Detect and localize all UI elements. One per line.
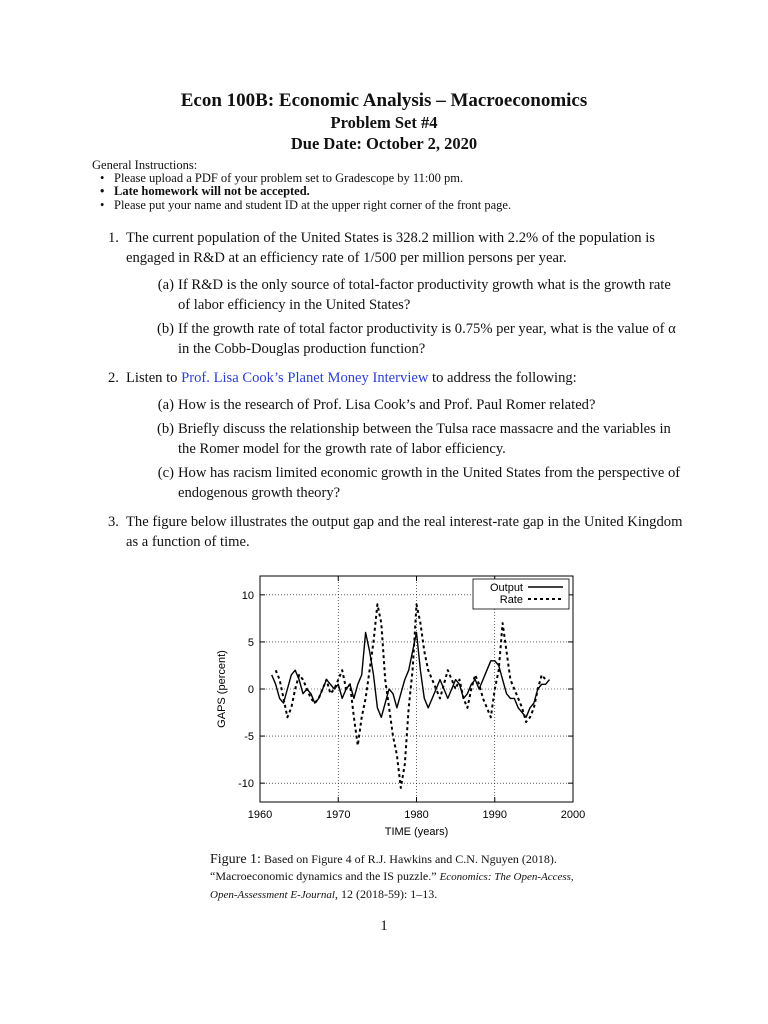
figure-label: Figure 1: xyxy=(210,852,261,867)
due-date: Due Date: October 2, 2020 xyxy=(290,134,478,153)
general-instructions xyxy=(92,159,692,212)
series-line-rate xyxy=(276,604,546,788)
problem-set-title: Problem Set #4 xyxy=(330,113,438,132)
y-tick-label: 10 xyxy=(241,589,254,602)
caption-journal: Economics: The Open-Access, Open-Assessment E-Journal xyxy=(210,871,574,901)
part-label: (a) xyxy=(157,397,174,413)
x-tick-label: 2000 xyxy=(560,809,586,821)
y-axis-label: GAPS (percent) xyxy=(216,650,228,728)
x-tick-label: 1990 xyxy=(482,809,507,821)
problem-text-before: Listen to xyxy=(126,370,182,386)
y-tick-label: 0 xyxy=(247,684,254,696)
document-header xyxy=(0,90,768,154)
legend-label-rate: Rate xyxy=(499,594,523,606)
caption-tail: , 12 (2018-59): 1–13. xyxy=(334,887,438,901)
course-title: Econ 100B: Economic Analysis – Macroeconomics xyxy=(180,90,588,111)
y-tick-label: -10 xyxy=(238,778,254,791)
problem-part xyxy=(126,319,683,359)
figure-caption xyxy=(210,851,600,904)
problem-1 xyxy=(108,228,683,359)
part-text: If the growth rate of total factor productivity is 0.75% per year, what is the value of α in the Cobb-Douglas production function? xyxy=(178,321,676,357)
instruction-item: • Late homework will not be accepted. xyxy=(114,185,692,198)
problem-part xyxy=(126,395,683,415)
part-text: How is the research of Prof. Lisa Cook’s and Prof. Paul Romer related? xyxy=(178,397,596,413)
chart-series xyxy=(272,604,550,788)
x-tick-label: 1980 xyxy=(404,809,429,821)
part-text: How has racism limited economic growth in the United States from the perspective of endogenous growth theory? xyxy=(178,465,681,501)
series-line-output xyxy=(272,633,550,718)
problem-3 xyxy=(108,512,683,552)
problem-parts xyxy=(126,275,683,359)
problem-text xyxy=(126,368,683,388)
y-tick-label: 5 xyxy=(247,636,254,649)
part-label: (b) xyxy=(156,321,174,337)
x-axis-label: TIME (years) xyxy=(384,826,449,838)
problem-text: The current population of the United States is 328.2 million with 2.2% of the population is engaged in R&D at an efficiency rate of 1/500 per million persons per year. xyxy=(126,230,655,266)
part-label: (a) xyxy=(157,277,174,293)
chart-legend xyxy=(473,579,569,609)
part-label: (c) xyxy=(157,465,174,481)
page-number: 1 xyxy=(380,918,388,934)
x-tick-label: 1970 xyxy=(326,809,351,821)
gaps-chart xyxy=(205,566,595,842)
instructions-list xyxy=(92,172,692,212)
part-text: If R&D is the only source of total-factor productivity growth what is the growth rate of labor efficiency in the United States? xyxy=(178,277,671,313)
problem-part xyxy=(126,275,683,315)
problem-number: 1. xyxy=(108,230,119,246)
problem-part xyxy=(126,419,683,459)
instruction-item: • Please put your name and student ID at the upper right corner of the front page. xyxy=(114,199,692,212)
problem-number: 2. xyxy=(108,370,119,386)
problem-part xyxy=(126,463,683,503)
problem-text: The figure below illustrates the output gap and the real interest-rate gap in the United Kingdom as a function of time. xyxy=(126,514,683,550)
instructions-heading: General Instructions: xyxy=(92,158,198,172)
chart-ticks xyxy=(238,576,585,821)
y-tick-label: -5 xyxy=(244,731,254,744)
instruction-item: • Please upload a PDF of your problem set to Gradescope by 11:00 pm. xyxy=(114,172,692,185)
part-text: Briefly discuss the relationship between the Tulsa race massacre and the variables in the Romer model for the growth rate of labor efficiency. xyxy=(178,421,671,457)
x-tick-label: 1960 xyxy=(247,809,273,821)
problem-2 xyxy=(108,368,683,503)
problem-number: 3. xyxy=(108,514,119,530)
problem-parts xyxy=(126,395,683,503)
problem-text-after: to address the following: xyxy=(428,370,577,386)
part-label: (b) xyxy=(156,421,174,437)
caption-main: Based on Figure 4 of R.J. Hawkins and C.N. Nguyen (2018). “Macroeconomic dynamics and the IS puzzle.” xyxy=(210,852,557,883)
planet-money-interview-link[interactable]: Prof. Lisa Cook’s Planet Money Interview xyxy=(181,370,429,386)
problem-list xyxy=(108,228,683,552)
legend-label-output: Output xyxy=(489,582,523,594)
